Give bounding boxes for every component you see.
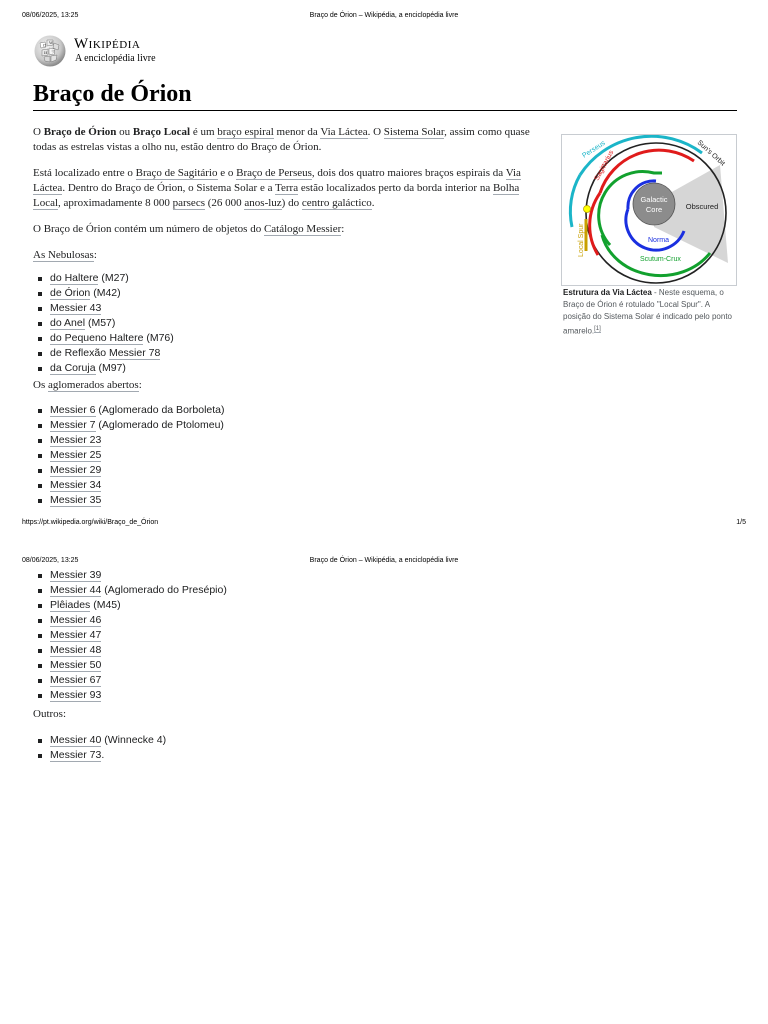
list-item (33, 403, 545, 418)
list-item-detail: (M42) (90, 287, 121, 299)
label-core: Core (645, 205, 663, 214)
bold-term-orion-arm: Braço de Órion (43, 126, 117, 138)
list-item-link[interactable]: de Órion (50, 287, 91, 299)
text: : (341, 223, 345, 235)
link-parsecs[interactable]: parsecs (172, 197, 205, 209)
caption-text: - Neste esquema, o Braço de Órion é rotulado "Local Spur". A posição do Sistema Solar é indicado pelo ponto amarelo. (563, 288, 732, 336)
print-datetime: 08/06/2025, 13:25 (22, 12, 79, 19)
others-heading: Outros: (33, 708, 66, 720)
list-item-link[interactable]: Messier 29 (50, 464, 102, 476)
label-perseus: Perseus (581, 139, 607, 160)
list-item (33, 271, 545, 286)
milky-way-diagram-svg (562, 135, 736, 285)
figure-caption (563, 287, 737, 338)
list-item (33, 361, 545, 376)
list-item-link[interactable]: Plêiades (50, 599, 91, 611)
link-milky-way[interactable]: Via Láctea (320, 126, 368, 138)
list-item (33, 286, 545, 301)
list-item-link[interactable]: Messier 39 (50, 569, 102, 581)
list-item (33, 316, 545, 331)
text: Os (33, 379, 48, 391)
article-body-continued (33, 568, 545, 763)
list-item (33, 463, 545, 478)
caption-title: Estrutura da Via Láctea (563, 288, 652, 297)
svg-text:И: И (44, 50, 48, 55)
text: : (138, 379, 142, 391)
text: ) do (281, 197, 302, 209)
text: . O (367, 126, 384, 138)
galactic-core (633, 183, 675, 225)
list-item-link[interactable]: Messier 43 (50, 302, 102, 314)
print-doc-title: Braço de Órion – Wikipédia, a enciclopédia livre (309, 557, 459, 564)
list-item-link[interactable]: da Coruja (50, 362, 96, 374)
list-item-detail: (Aglomerado do Presépio) (101, 584, 227, 596)
print-header (22, 12, 746, 24)
list-item (33, 568, 545, 583)
list-item-link[interactable]: Messier 73 (50, 749, 102, 761)
label-galactic: Galactic (640, 195, 668, 204)
intro-paragraph (33, 125, 545, 155)
list-item (33, 673, 545, 688)
list-item-link[interactable]: Messier 67 (50, 674, 102, 686)
nebulas-heading (33, 248, 545, 263)
link-light-years[interactable]: anos-luz (244, 197, 282, 209)
article-body (33, 125, 545, 508)
link-earth[interactable]: Terra (275, 182, 299, 194)
list-item-link[interactable]: Messier 40 (50, 734, 102, 746)
text: menor da (273, 126, 321, 138)
nebula-list (33, 271, 545, 376)
print-datetime: 08/06/2025, 13:25 (22, 557, 79, 564)
link-messier-catalog[interactable]: Catálogo Messier (263, 223, 342, 235)
text: é um (190, 126, 218, 138)
print-footer (22, 519, 746, 531)
list-item-detail: (M97) (95, 362, 126, 374)
label-norma: Norma (648, 237, 670, 244)
text: e o (217, 167, 237, 179)
perseus-arm-arc-lower (570, 175, 580, 227)
link-open-clusters[interactable]: aglomerados abertos (47, 379, 139, 391)
list-item-link[interactable]: Messier 34 (50, 479, 102, 491)
list-item (33, 301, 545, 316)
print-doc-title: Braço de Órion – Wikipédia, a enciclopédia livre (309, 12, 459, 19)
label-scutum-crux: Scutum-Crux (640, 256, 681, 263)
text: Está localizado entre o (33, 167, 136, 179)
sun-position-dot (584, 206, 591, 213)
bold-term-local-arm: Braço Local (132, 126, 191, 138)
list-item (33, 643, 545, 658)
cluster-list (33, 403, 545, 508)
print-url: https://pt.wikipedia.org/wiki/Braço_de_Órion (22, 519, 159, 526)
link-local-bubble[interactable]: Bolha Local (33, 182, 520, 209)
article-title: Braço de Órion (33, 81, 192, 107)
list-item (33, 688, 545, 703)
list-item (33, 493, 545, 508)
wikipedia-globe-logo[interactable] (32, 34, 68, 68)
list-item-detail: (Aglomerado da Borboleta) (95, 404, 225, 416)
list-item-detail: . (101, 749, 105, 761)
text: : (93, 249, 97, 261)
text: . (371, 197, 375, 209)
cluster-list-continued (33, 568, 545, 703)
list-item (33, 583, 545, 598)
list-item (33, 433, 545, 448)
wikipedia-wordmark[interactable]: Wikipédia (74, 36, 141, 52)
list-item-link[interactable]: Messier 50 (50, 659, 102, 671)
list-item (33, 748, 545, 763)
text: O Braço de Órion contém um número de objetos do (33, 223, 264, 235)
location-paragraph (33, 166, 545, 211)
list-item-link[interactable]: do Anel (50, 317, 86, 329)
svg-text:W: W (49, 40, 54, 45)
list-item-link[interactable]: Messier 23 (50, 434, 102, 446)
list-item-link[interactable]: Messier 48 (50, 644, 102, 656)
list-item-detail: (M45) (90, 599, 121, 611)
list-item (33, 331, 545, 346)
list-item-prefix: de Reflexão (50, 347, 109, 359)
list-item-link[interactable]: do Pequeno Haltere (50, 332, 144, 344)
text: ou (116, 126, 133, 138)
list-item-link[interactable]: Messier 78 (108, 347, 161, 359)
caption-reference[interactable]: [1] (594, 326, 601, 332)
link-perseus-arm[interactable]: Braço de Perseus (236, 167, 312, 179)
svg-text:Ω: Ω (43, 42, 47, 48)
list-item-detail: (M27) (98, 272, 129, 284)
link-solar-system[interactable]: Sistema Solar (383, 126, 445, 138)
text: . Dentro do Braço de Órion, o Sistema Solar e a (62, 182, 276, 194)
list-item (33, 613, 545, 628)
list-item-link[interactable]: do Haltere (50, 272, 99, 284)
link-sagittarius-arm[interactable]: Braço de Sagitário (135, 167, 218, 179)
label-sagittarius: Sagittarius (593, 149, 616, 182)
text: , assim como quase todas as estrelas vistas a olho nu, estão dentro do Braço de Órion. (33, 126, 530, 153)
clusters-heading (33, 378, 545, 393)
list-item (33, 448, 545, 463)
list-item (33, 658, 545, 673)
list-item-link[interactable]: Messier 6 (50, 404, 96, 416)
messier-paragraph (33, 222, 545, 237)
link-spiral-arm[interactable]: braço espiral (217, 126, 274, 138)
list-item (33, 418, 545, 433)
list-item-link[interactable]: Messier 47 (50, 629, 102, 641)
label-suns-orbit: Sun's Orbit (695, 139, 726, 168)
list-item-detail: (M76) (143, 332, 174, 344)
others-list (33, 733, 545, 763)
milky-way-diagram[interactable] (561, 134, 737, 286)
link-milky-way[interactable]: Via Láctea (33, 167, 521, 194)
list-item (33, 628, 545, 643)
list-item (33, 733, 545, 748)
text: O (33, 126, 44, 138)
list-item-link[interactable]: Messier 35 (50, 494, 102, 506)
list-item (33, 478, 545, 493)
wikipedia-tagline: A enciclopédia livre (75, 53, 156, 64)
link-nebulas[interactable]: As Nebulosas (33, 249, 94, 261)
list-item-link[interactable]: Messier 46 (50, 614, 102, 626)
text: , dois dos quatro maiores braços espirais da (311, 167, 506, 179)
title-divider (33, 110, 737, 111)
text: estão localizados perto da borda interior na (298, 182, 493, 194)
list-item-detail: (M57) (85, 317, 116, 329)
text: (26 000 (204, 197, 245, 209)
list-item-link[interactable]: Messier 7 (50, 419, 96, 431)
list-item (33, 346, 545, 361)
list-item-link[interactable]: Messier 44 (50, 584, 102, 596)
list-item (33, 598, 545, 613)
list-item-link[interactable]: Messier 93 (50, 689, 102, 701)
label-obscured: Obscured (685, 202, 719, 211)
label-local-spur: Local Spur (578, 223, 585, 257)
link-galactic-center[interactable]: centro galáctico (301, 197, 372, 209)
svg-text:ウ: ウ (51, 49, 55, 54)
list-item-detail: (Winnecke 4) (101, 734, 167, 746)
list-item-detail: (Aglomerado de Ptolomeu) (95, 419, 224, 431)
print-page-number: 1/5 (736, 519, 746, 526)
list-item-link[interactable]: Messier 25 (50, 449, 102, 461)
text: , aproximadamente 8 000 (58, 197, 173, 209)
